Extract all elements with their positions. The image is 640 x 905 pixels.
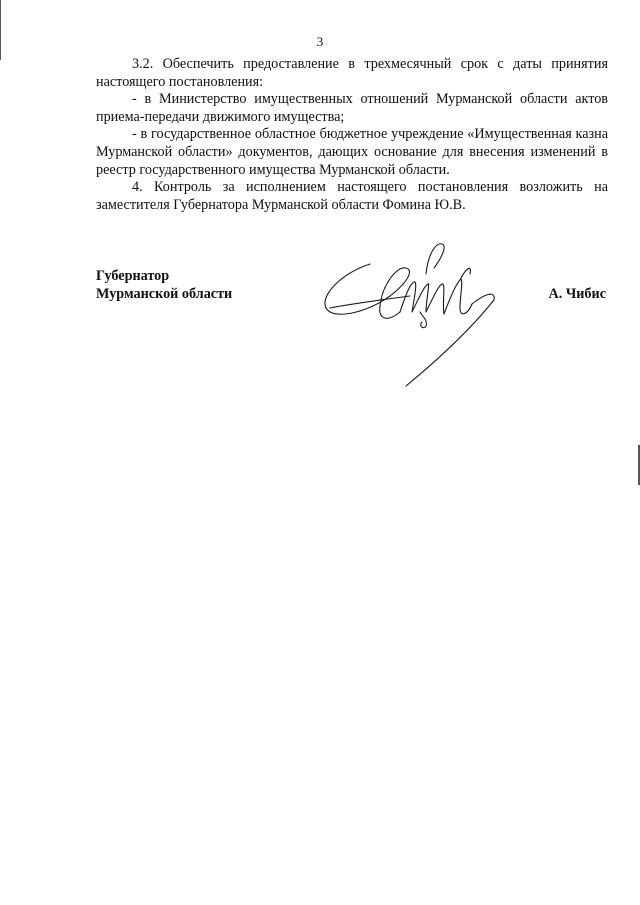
paragraph-3-2: 3.2. Обеспечить предоставление в трехмесячный срок с даты принятия настоящего постановления: <box>96 56 608 90</box>
signatory-name: А. Чибис <box>548 286 606 302</box>
paragraph-treasury: - в государственное областное бюджетное учреждение «Имущественная казна Мурманской области» документов, дающих основание для внесения изменений в реестр государственного имущества Мурманской области. <box>96 126 608 178</box>
signatory-title <box>96 268 232 303</box>
document-body <box>96 56 608 214</box>
handwritten-signature <box>310 234 520 394</box>
page-number: 3 <box>316 34 324 49</box>
signatory-title-line2: Мурманской области <box>96 285 233 302</box>
signatory-title-line1: Губернатор <box>96 268 170 284</box>
paragraph-4: 4. Контроль за исполнением настоящего постановления возложить на заместителя Губернатора Мурманской области Фомина Ю.В. <box>96 179 608 213</box>
scan-edge-mark-left <box>0 0 1 60</box>
paragraph-ministry: - в Министерство имущественных отношений Мурманской области актов приема-передачи движимого имущества; <box>96 91 608 125</box>
